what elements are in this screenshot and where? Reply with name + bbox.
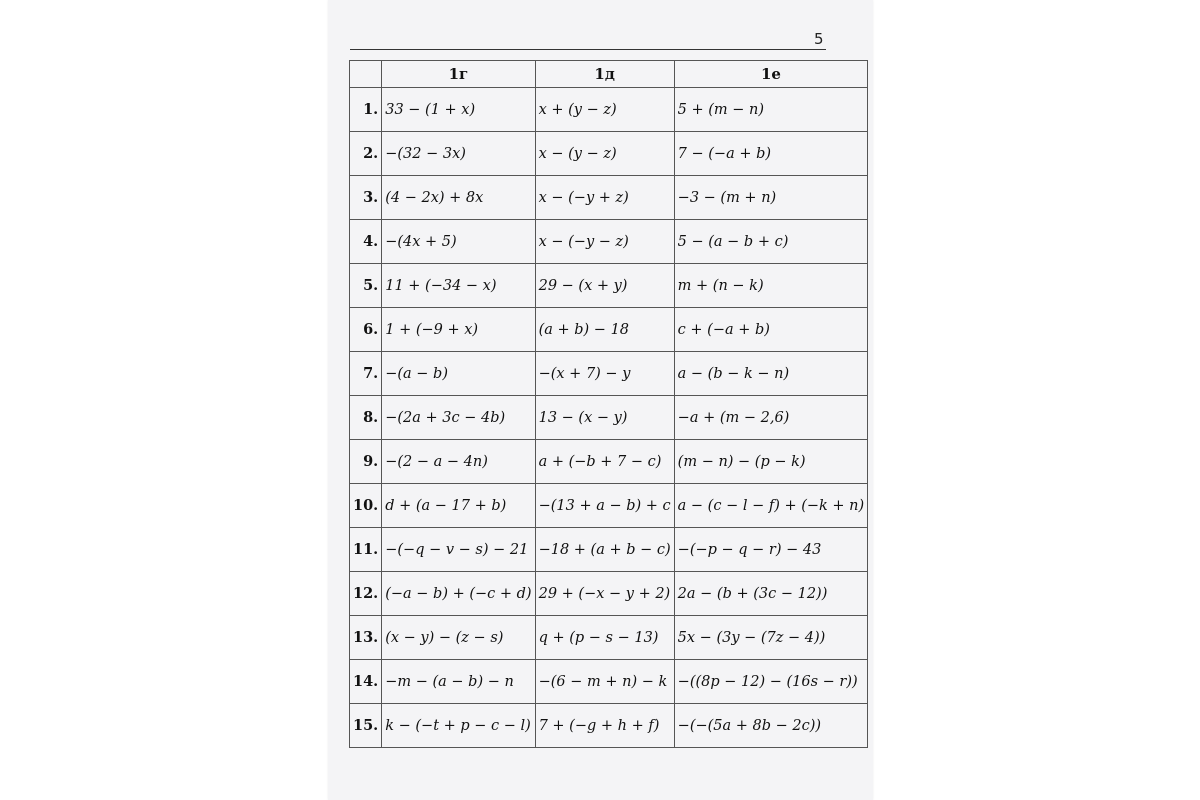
row-number: 10.	[350, 484, 382, 528]
exercise-table	[349, 60, 868, 748]
table-row	[350, 616, 868, 660]
expression-1e: 5x − (3y − (7z − 4))	[674, 616, 868, 660]
table-row	[350, 396, 868, 440]
table-row	[350, 308, 868, 352]
expression-1g: −(a − b)	[382, 352, 535, 396]
expression-1d: −(x + 7) − y	[535, 352, 674, 396]
row-number: 9.	[350, 440, 382, 484]
table-row	[350, 704, 868, 748]
table-row	[350, 660, 868, 704]
expression-1d: q + (p − s − 13)	[535, 616, 674, 660]
expression-1e: 5 − (a − b + c)	[674, 220, 868, 264]
row-number: 12.	[350, 572, 382, 616]
expression-1d: x + (y − z)	[535, 88, 674, 132]
row-number: 1.	[350, 88, 382, 132]
table-row	[350, 88, 868, 132]
expression-1e: c + (−a + b)	[674, 308, 868, 352]
expression-1d: x − (y − z)	[535, 132, 674, 176]
expression-1g: (−a − b) + (−c + d)	[382, 572, 535, 616]
row-number: 7.	[350, 352, 382, 396]
table-row	[350, 484, 868, 528]
expression-1e: −(−p − q − r) − 43	[674, 528, 868, 572]
expression-1g: d + (a − 17 + b)	[382, 484, 535, 528]
expression-1d: x − (−y − z)	[535, 220, 674, 264]
expression-1g: −m − (a − b) − n	[382, 660, 535, 704]
expression-1d: 13 − (x − y)	[535, 396, 674, 440]
table-header-row	[350, 61, 868, 88]
table-row	[350, 220, 868, 264]
expression-1e: a − (c − l − f) + (−k + n)	[674, 484, 868, 528]
expression-1e: −3 − (m + n)	[674, 176, 868, 220]
table-row	[350, 572, 868, 616]
row-number: 13.	[350, 616, 382, 660]
row-number: 5.	[350, 264, 382, 308]
expression-1g: (x − y) − (z − s)	[382, 616, 535, 660]
row-number: 8.	[350, 396, 382, 440]
expression-1e: 5 + (m − n)	[674, 88, 868, 132]
expression-1e: 7 − (−a + b)	[674, 132, 868, 176]
expression-1g: −(−q − v − s) − 21	[382, 528, 535, 572]
header-1e: 1е	[674, 61, 868, 88]
table-row	[350, 352, 868, 396]
expression-1g: 33 − (1 + x)	[382, 88, 535, 132]
table-row	[350, 528, 868, 572]
header-1g: 1г	[382, 61, 535, 88]
expression-1e: (m − n) − (p − k)	[674, 440, 868, 484]
row-number: 2.	[350, 132, 382, 176]
expression-1d: −(6 − m + n) − k	[535, 660, 674, 704]
expression-1d: (a + b) − 18	[535, 308, 674, 352]
table-row	[350, 264, 868, 308]
row-number: 4.	[350, 220, 382, 264]
expression-1d: 7 + (−g + h + f)	[535, 704, 674, 748]
expression-1d: a + (−b + 7 − c)	[535, 440, 674, 484]
expression-1g: −(2a + 3c − 4b)	[382, 396, 535, 440]
expression-1e: 2a − (b + (3c − 12))	[674, 572, 868, 616]
expression-1g: k − (−t + p − c − l)	[382, 704, 535, 748]
expression-1e: −((8p − 12) − (16s − r))	[674, 660, 868, 704]
expression-1d: −18 + (a + b − c)	[535, 528, 674, 572]
expression-1e: m + (n − k)	[674, 264, 868, 308]
page-number: 5	[814, 30, 824, 48]
expression-1g: 1 + (−9 + x)	[382, 308, 535, 352]
expression-1g: 11 + (−34 − x)	[382, 264, 535, 308]
expression-1g: −(2 − a − 4n)	[382, 440, 535, 484]
row-number: 11.	[350, 528, 382, 572]
header-number	[350, 61, 382, 88]
row-number: 14.	[350, 660, 382, 704]
row-number: 6.	[350, 308, 382, 352]
expression-1g: −(32 − 3x)	[382, 132, 535, 176]
header-1d: 1д	[535, 61, 674, 88]
expression-1e: −(−(5a + 8b − 2c))	[674, 704, 868, 748]
expression-1g: −(4x + 5)	[382, 220, 535, 264]
table-row	[350, 176, 868, 220]
table-row	[350, 440, 868, 484]
row-number: 15.	[350, 704, 382, 748]
expression-1d: x − (−y + z)	[535, 176, 674, 220]
expression-1e: −a + (m − 2,6)	[674, 396, 868, 440]
expression-1d: 29 + (−x − y + 2)	[535, 572, 674, 616]
expression-1e: a − (b − k − n)	[674, 352, 868, 396]
row-number: 3.	[350, 176, 382, 220]
header-rule	[350, 49, 826, 50]
table-row	[350, 132, 868, 176]
expression-1g: (4 − 2x) + 8x	[382, 176, 535, 220]
expression-1d: −(13 + a − b) + c	[535, 484, 674, 528]
expression-1d: 29 − (x + y)	[535, 264, 674, 308]
